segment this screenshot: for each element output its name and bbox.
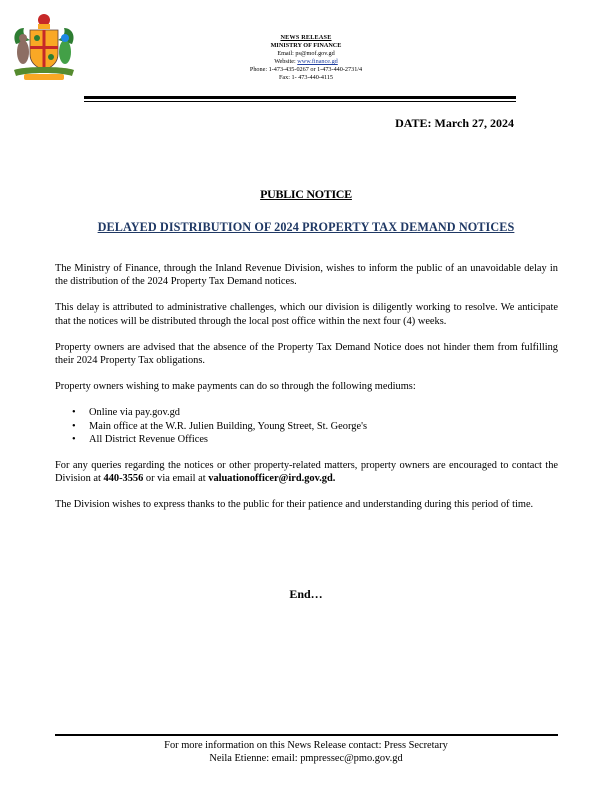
list-item-text: All District Revenue Offices	[89, 433, 208, 445]
list-item	[55, 420, 558, 433]
notice-title: PUBLIC NOTICE	[260, 187, 352, 201]
website-link[interactable]: www.finance.gd	[297, 58, 338, 65]
footer-line: For more information on this News Release contact: Press Secretary	[164, 740, 448, 751]
paragraph: The Ministry of Finance, through the Inland Revenue Division, wishes to inform the public of an unavoidable delay in the distribution of the 2024 Property Tax Demand notices.	[55, 263, 558, 288]
list-item	[55, 433, 558, 446]
contact-email: valuationofficer@ird.gov.gd.	[208, 473, 336, 485]
footer-divider	[55, 734, 558, 736]
headline: DELAYED DISTRIBUTION OF 2024 PROPERTY TAX DEMAND NOTICES	[97, 220, 515, 234]
paragraph	[55, 459, 558, 485]
letterhead-title: NEWS RELEASE	[280, 34, 332, 41]
release-date: DATE: March 27, 2024	[395, 116, 514, 130]
bullet-icon: •	[72, 407, 76, 419]
coat-of-arms-icon	[10, 10, 78, 82]
header-divider-thin	[84, 101, 516, 102]
website-label: Website:	[274, 58, 296, 65]
ministry-name: MINISTRY OF FINANCE	[270, 42, 342, 49]
notice-body	[55, 262, 558, 525]
list-item-text: Online via pay.gov.gd	[89, 407, 180, 419]
footer	[0, 739, 612, 765]
contact-phone: 440-3556	[103, 473, 144, 485]
ministry-fax: Fax: 1- 473-440-4115	[278, 74, 334, 81]
footer-line: Neila Etienne: email: pmpressec@pmo.gov.gd	[209, 753, 403, 764]
bullet-icon: •	[72, 433, 76, 445]
paragraph: The Division wishes to express thanks to the public for their patience and understanding during this period of time.	[55, 499, 534, 511]
ministry-email: Email: ps@mof.gov.gd	[277, 50, 335, 57]
list-item	[55, 406, 558, 419]
bullet-icon: •	[72, 420, 76, 432]
ministry-phone: Phone: 1-473-435-0267 or 1-473-440-2731/4	[249, 66, 363, 73]
letterhead	[200, 34, 412, 82]
contact-text: or via email at	[143, 473, 209, 485]
ministry-website	[200, 58, 412, 66]
paragraph: This delay is attributed to administrative challenges, which our division is diligently working to resolve. We anticipate that the notices will be distributed through the local post office within the next four (4) weeks.	[55, 302, 558, 327]
paragraph: Property owners wishing to make payments can do so through the following mediums:	[55, 381, 416, 393]
contact-text: For any queries regarding the notices or other property-related matters, property owners are encouraged to contact the Division at	[55, 460, 558, 485]
payment-methods-list	[55, 406, 558, 446]
header-divider	[84, 96, 516, 99]
list-item-text: Main office at the W.R. Julien Building, Young Street, St. George's	[89, 420, 367, 432]
paragraph: Property owners are advised that the absence of the Property Tax Demand Notice does not hinder them from fulfilling their 2024 Property Tax obligations.	[55, 341, 558, 367]
end-marker: End…	[289, 587, 323, 601]
